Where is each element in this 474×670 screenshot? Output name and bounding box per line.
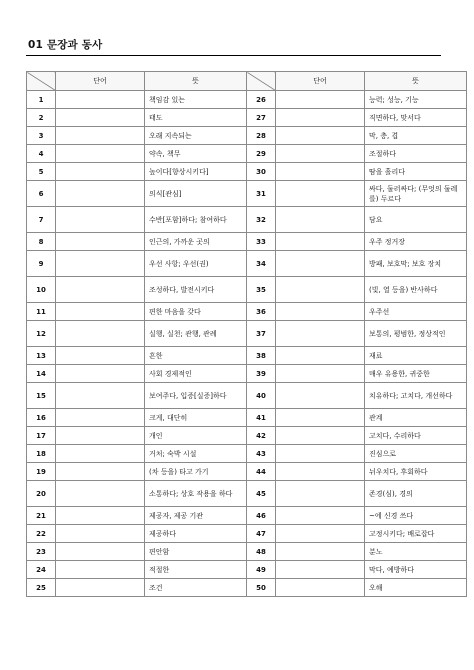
left-number: 16 — [27, 409, 56, 427]
table-row — [27, 207, 467, 233]
table-row — [27, 543, 467, 561]
right-word-cell — [276, 163, 365, 181]
left-meaning: 실행, 실천; 관행, 관례 — [145, 321, 247, 347]
right-word-cell — [276, 145, 365, 163]
right-word-cell — [276, 445, 365, 463]
right-number: 30 — [247, 163, 276, 181]
left-meaning: 개인 — [145, 427, 247, 445]
left-meaning: 보여주다, 입증[실증]하다 — [145, 383, 247, 409]
right-word-cell — [276, 277, 365, 303]
left-number: 25 — [27, 579, 56, 597]
table-row — [27, 251, 467, 277]
left-word-cell — [56, 579, 145, 597]
right-meaning: (빛, 열 등을) 반사하다 — [365, 277, 467, 303]
left-meaning: 거처; 숙박 시설 — [145, 445, 247, 463]
right-number: 27 — [247, 109, 276, 127]
left-meaning: 크게, 대단히 — [145, 409, 247, 427]
right-word-cell — [276, 543, 365, 561]
left-number: 20 — [27, 481, 56, 507]
right-number: 31 — [247, 181, 276, 207]
left-number: 4 — [27, 145, 56, 163]
right-meaning: 오해 — [365, 579, 467, 597]
right-word-cell — [276, 427, 365, 445]
left-number: 5 — [27, 163, 56, 181]
right-number: 42 — [247, 427, 276, 445]
left-number: 22 — [27, 525, 56, 543]
right-word-cell — [276, 251, 365, 277]
header-meaning-left: 뜻 — [145, 72, 247, 91]
right-meaning: 우주선 — [365, 303, 467, 321]
right-meaning: 매우 유용한, 귀중한 — [365, 365, 467, 383]
right-meaning: 능력; 성능, 기능 — [365, 91, 467, 109]
right-number: 32 — [247, 207, 276, 233]
left-meaning: (차 등을) 타고 가기 — [145, 463, 247, 481]
left-number: 19 — [27, 463, 56, 481]
right-meaning: 조절하다 — [365, 145, 467, 163]
page-title: 01 문장과 동사 — [28, 39, 103, 51]
left-word-cell — [56, 481, 145, 507]
table-row — [27, 427, 467, 445]
left-word-cell — [56, 181, 145, 207]
left-meaning: 태도 — [145, 109, 247, 127]
vocab-table — [26, 71, 467, 597]
right-meaning: ~에 신경 쓰다 — [365, 507, 467, 525]
right-number: 36 — [247, 303, 276, 321]
left-word-cell — [56, 427, 145, 445]
left-number: 11 — [27, 303, 56, 321]
left-word-cell — [56, 543, 145, 561]
left-meaning: 인근의, 가까운 곳의 — [145, 233, 247, 251]
left-number: 2 — [27, 109, 56, 127]
right-word-cell — [276, 525, 365, 543]
left-word-cell — [56, 163, 145, 181]
left-number: 13 — [27, 347, 56, 365]
left-number: 9 — [27, 251, 56, 277]
header-meaning-right: 뜻 — [365, 72, 467, 91]
table-row — [27, 507, 467, 525]
right-number: 38 — [247, 347, 276, 365]
right-meaning: 고정시키다; 배로잡다 — [365, 525, 467, 543]
left-number: 7 — [27, 207, 56, 233]
left-word-cell — [56, 445, 145, 463]
left-number: 3 — [27, 127, 56, 145]
right-meaning: 분노 — [365, 543, 467, 561]
left-meaning: 편한 마음을 갖다 — [145, 303, 247, 321]
left-meaning: 제공하다 — [145, 525, 247, 543]
left-word-cell — [56, 91, 145, 109]
right-meaning: 관계 — [365, 409, 467, 427]
right-meaning: 진심으로 — [365, 445, 467, 463]
right-meaning: 치유하다; 고치다, 개선하다 — [365, 383, 467, 409]
right-word-cell — [276, 481, 365, 507]
left-number: 1 — [27, 91, 56, 109]
table-row — [27, 481, 467, 507]
right-number: 40 — [247, 383, 276, 409]
right-number: 39 — [247, 365, 276, 383]
table-row — [27, 365, 467, 383]
right-meaning: 막, 층, 겹 — [365, 127, 467, 145]
table-row — [27, 347, 467, 365]
left-word-cell — [56, 463, 145, 481]
left-meaning: 편안함 — [145, 543, 247, 561]
left-word-cell — [56, 365, 145, 383]
right-meaning: 보통의, 평범한, 정상적인 — [365, 321, 467, 347]
right-meaning: 우주 정거장 — [365, 233, 467, 251]
table-row — [27, 445, 467, 463]
left-word-cell — [56, 251, 145, 277]
left-meaning: 적절한 — [145, 561, 247, 579]
right-number: 26 — [247, 91, 276, 109]
left-number: 6 — [27, 181, 56, 207]
right-word-cell — [276, 233, 365, 251]
right-number: 47 — [247, 525, 276, 543]
right-number: 45 — [247, 481, 276, 507]
left-number: 8 — [27, 233, 56, 251]
left-meaning: 사회 경제적인 — [145, 365, 247, 383]
table-row — [27, 409, 467, 427]
table-row — [27, 127, 467, 145]
table-row — [27, 181, 467, 207]
header-diagonal-cell-right — [247, 72, 276, 91]
right-number: 28 — [247, 127, 276, 145]
left-number: 23 — [27, 543, 56, 561]
header-diagonal-cell-left — [27, 72, 56, 91]
right-meaning: 담요 — [365, 207, 467, 233]
left-number: 15 — [27, 383, 56, 409]
left-word-cell — [56, 207, 145, 233]
right-number: 44 — [247, 463, 276, 481]
right-meaning: 방패, 보호막; 보호 장치 — [365, 251, 467, 277]
right-word-cell — [276, 579, 365, 597]
right-word-cell — [276, 463, 365, 481]
left-word-cell — [56, 321, 145, 347]
right-word-cell — [276, 365, 365, 383]
table-row — [27, 277, 467, 303]
right-word-cell — [276, 303, 365, 321]
left-meaning: 의식[관심] — [145, 181, 247, 207]
right-word-cell — [276, 109, 365, 127]
right-word-cell — [276, 127, 365, 145]
header-word-right: 단어 — [276, 72, 365, 91]
table-row — [27, 163, 467, 181]
left-meaning: 조건 — [145, 579, 247, 597]
left-number: 24 — [27, 561, 56, 579]
right-number: 49 — [247, 561, 276, 579]
right-number: 46 — [247, 507, 276, 525]
right-word-cell — [276, 321, 365, 347]
table-row — [27, 579, 467, 597]
right-word-cell — [276, 507, 365, 525]
right-word-cell — [276, 383, 365, 409]
right-word-cell — [276, 561, 365, 579]
left-meaning: 흔한 — [145, 347, 247, 365]
left-number: 17 — [27, 427, 56, 445]
right-word-cell — [276, 91, 365, 109]
table-row — [27, 109, 467, 127]
left-meaning: 소통하다; 상호 작용을 하다 — [145, 481, 247, 507]
right-meaning: 싸다, 둘러싸다; (무엇의 둘레를) 두르다 — [365, 181, 467, 207]
left-word-cell — [56, 145, 145, 163]
left-word-cell — [56, 277, 145, 303]
table-row — [27, 561, 467, 579]
left-word-cell — [56, 233, 145, 251]
right-number: 34 — [247, 251, 276, 277]
left-number: 10 — [27, 277, 56, 303]
left-meaning: 우선 사항; 우선(권) — [145, 251, 247, 277]
right-meaning: 땀을 흘리다 — [365, 163, 467, 181]
left-meaning: 책임감 있는 — [145, 91, 247, 109]
right-number: 50 — [247, 579, 276, 597]
left-word-cell — [56, 303, 145, 321]
left-meaning: 오래 지속되는 — [145, 127, 247, 145]
table-header-row — [27, 72, 467, 91]
table-row — [27, 233, 467, 251]
left-word-cell — [56, 507, 145, 525]
right-meaning: 재료 — [365, 347, 467, 365]
right-word-cell — [276, 347, 365, 365]
left-word-cell — [56, 347, 145, 365]
left-meaning: 수반[포함]하다; 참여하다 — [145, 207, 247, 233]
left-number: 14 — [27, 365, 56, 383]
right-number: 35 — [247, 277, 276, 303]
right-meaning: 존경(심), 경의 — [365, 481, 467, 507]
left-word-cell — [56, 409, 145, 427]
left-meaning: 높이다[향상시키다] — [145, 163, 247, 181]
table-row — [27, 321, 467, 347]
right-number: 33 — [247, 233, 276, 251]
left-number: 21 — [27, 507, 56, 525]
right-number: 48 — [247, 543, 276, 561]
table-row — [27, 525, 467, 543]
table-row — [27, 145, 467, 163]
left-meaning: 조성하다, 발전시키다 — [145, 277, 247, 303]
left-word-cell — [56, 383, 145, 409]
left-word-cell — [56, 525, 145, 543]
right-meaning: 뉘우치다, 후회하다 — [365, 463, 467, 481]
right-word-cell — [276, 181, 365, 207]
right-meaning: 직면하다, 맞서다 — [365, 109, 467, 127]
right-number: 43 — [247, 445, 276, 463]
right-number: 37 — [247, 321, 276, 347]
title-divider — [26, 55, 441, 56]
left-meaning: 약속, 책무 — [145, 145, 247, 163]
left-word-cell — [56, 561, 145, 579]
table-row — [27, 303, 467, 321]
right-number: 41 — [247, 409, 276, 427]
left-word-cell — [56, 109, 145, 127]
left-number: 12 — [27, 321, 56, 347]
table-row — [27, 91, 467, 109]
header-word-left: 단어 — [56, 72, 145, 91]
left-meaning: 제공자, 제공 기관 — [145, 507, 247, 525]
table-row — [27, 463, 467, 481]
right-word-cell — [276, 207, 365, 233]
right-meaning: 고치다, 수리하다 — [365, 427, 467, 445]
table-row — [27, 383, 467, 409]
right-word-cell — [276, 409, 365, 427]
left-word-cell — [56, 127, 145, 145]
right-meaning: 막다, 예방하다 — [365, 561, 467, 579]
left-number: 18 — [27, 445, 56, 463]
right-number: 29 — [247, 145, 276, 163]
